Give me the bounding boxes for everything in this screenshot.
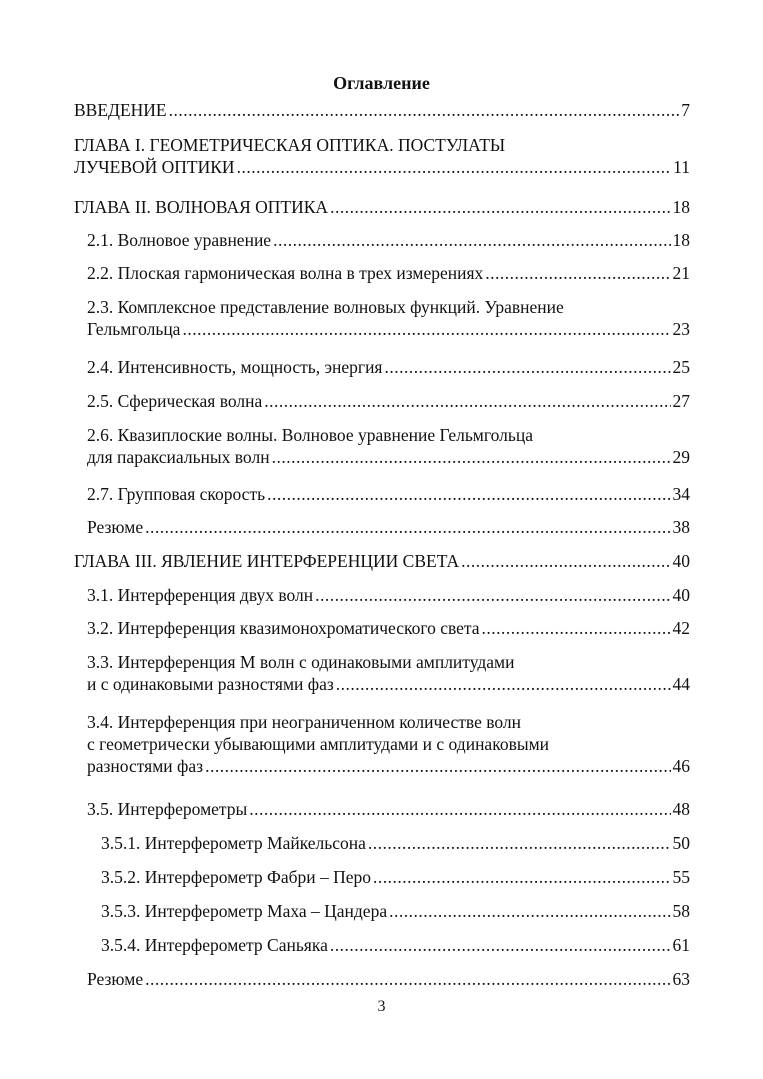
toc-entry-text: Резюме — [87, 969, 144, 989]
toc-entry-chapter-3[interactable] — [74, 550, 690, 572]
toc-entry-line: 2.6. Квазиплоские волны. Волновое уравнение Гельмгольца — [87, 425, 533, 445]
toc-entry-text: Резюме — [87, 517, 144, 537]
toc-entry-3-5-2[interactable] — [101, 866, 690, 888]
toc-entry-text: 3.5.4. Интерферометр Саньяка — [101, 935, 328, 955]
toc-entry-2-2[interactable] — [87, 262, 690, 284]
leader-dots — [264, 390, 670, 412]
toc-entry-text: ГЛАВА III. ЯВЛЕНИЕ ИНТЕРФЕРЕНЦИИ СВЕТА — [74, 551, 460, 571]
toc-entry-3-3[interactable] — [87, 651, 690, 695]
leader-dots — [169, 99, 680, 121]
leader-dots — [373, 866, 670, 888]
toc-page-number: 34 — [672, 484, 690, 504]
toc-entry-line: с геометрически убывающими амплитудами и с одинаковыми — [87, 734, 550, 754]
toc-entry-text: 3.1. Интерференция двух волн — [87, 585, 314, 605]
toc-entry-chapter-1[interactable] — [74, 134, 690, 178]
toc-page-number: 63 — [672, 969, 690, 989]
leader-dots — [461, 550, 670, 572]
toc-entry-text: Гельмгольца — [87, 319, 181, 339]
toc-entry-2-7[interactable] — [87, 483, 690, 505]
toc-page-number: 18 — [672, 197, 690, 217]
leader-dots — [336, 673, 671, 695]
leader-dots — [330, 934, 671, 956]
leader-dots — [145, 968, 670, 990]
leader-dots — [384, 356, 670, 378]
toc-entry-2-1[interactable] — [87, 229, 690, 251]
toc-title: Оглавление — [333, 73, 430, 93]
leader-dots — [482, 617, 671, 639]
toc-entry-2-6[interactable] — [87, 424, 690, 468]
leader-dots — [485, 262, 670, 284]
toc-page-number: 50 — [672, 833, 690, 853]
toc-entry-line: 2.3. Комплексное представление волновых функций. Уравнение — [87, 297, 564, 317]
toc-entry-line: ГЛАВА I. ГЕОМЕТРИЧЕСКАЯ ОПТИКА. ПОСТУЛАТЫ — [74, 135, 506, 155]
toc-page-number: 40 — [672, 551, 690, 571]
leader-dots — [315, 584, 670, 606]
toc-entry-text: 3.5.3. Интерферометр Маха – Цандера — [101, 901, 388, 921]
toc-page-number: 29 — [672, 447, 690, 467]
toc-entry-text: ВВЕДЕНИЕ — [74, 100, 167, 120]
toc-entry-text: 2.4. Интенсивность, мощность, энергия — [87, 357, 383, 377]
leader-dots — [249, 798, 670, 820]
leader-dots — [330, 196, 670, 218]
toc-entry-3-2[interactable] — [87, 617, 690, 639]
toc-entry-3-1[interactable] — [87, 584, 690, 606]
leader-dots — [273, 229, 670, 251]
toc-entry-2-4[interactable] — [87, 356, 690, 378]
leader-dots — [145, 516, 670, 538]
toc-page-number: 55 — [672, 867, 690, 887]
toc-page-number: 11 — [673, 157, 690, 177]
toc-page-number: 58 — [672, 901, 690, 921]
toc-entry-text: 2.1. Волновое уравнение — [87, 230, 272, 250]
toc-entry-text: для параксиальных волн — [87, 447, 270, 467]
toc-entry-chapter-2[interactable] — [74, 196, 690, 218]
toc-entry-text: 2.2. Плоская гармоническая волна в трех измерениях — [87, 263, 484, 283]
leader-dots — [368, 832, 671, 854]
toc-entry-text: разностями фаз — [87, 756, 204, 776]
toc-entry-text: и с одинаковыми разностями фаз — [87, 674, 334, 694]
toc-entry-introduction[interactable] — [74, 99, 690, 121]
toc-entry-3-4[interactable] — [87, 711, 690, 777]
toc-entry-3-5-3[interactable] — [101, 900, 690, 922]
toc-page-number: 40 — [672, 585, 690, 605]
toc-page-number: 27 — [672, 391, 690, 411]
leader-dots — [182, 318, 670, 340]
toc-entry-2-5[interactable] — [87, 390, 690, 412]
toc-entry-3-5-4[interactable] — [101, 934, 690, 956]
toc-page-number: 7 — [681, 100, 690, 120]
toc-page-number: 46 — [672, 756, 690, 776]
toc-entry-text: ГЛАВА II. ВОЛНОВАЯ ОПТИКА — [74, 197, 329, 217]
toc-page-number: 48 — [672, 799, 690, 819]
toc-entry-line: 3.4. Интерференция при неограниченном количестве волн — [87, 712, 521, 732]
toc-page-number: 21 — [672, 263, 690, 283]
toc-entry-text: 3.5.2. Интерферометр Фабри – Перо — [101, 867, 372, 887]
page-number: 3 — [377, 998, 386, 1015]
toc-page-number: 23 — [672, 319, 690, 339]
toc-entry-text: 3.2. Интерференция квазимонохроматического света — [87, 618, 480, 638]
toc-entry-3-5[interactable] — [87, 798, 690, 820]
toc-page-number: 61 — [672, 935, 690, 955]
toc-entry-summary-2[interactable] — [87, 516, 690, 538]
toc-entry-2-3[interactable] — [87, 296, 690, 340]
toc-entry-text: 3.5. Интерферометры — [87, 799, 248, 819]
toc-entry-text: 2.7. Групповая скорость — [87, 484, 266, 504]
toc-entry-line: 3.3. Интерференция M волн с одинаковыми амплитудами — [87, 652, 515, 672]
toc-entry-text: 3.5.1. Интерферометр Майкельсона — [101, 833, 366, 853]
toc-page-number: 44 — [672, 674, 690, 694]
toc-page-number: 42 — [672, 618, 690, 638]
toc-page-number: 25 — [672, 357, 690, 377]
leader-dots — [267, 483, 670, 505]
toc-entry-text: 2.5. Сферическая волна — [87, 391, 263, 411]
toc-page-number: 18 — [672, 230, 690, 250]
leader-dots — [205, 755, 670, 777]
toc-page-number: 38 — [672, 517, 690, 537]
toc-entry-3-5-1[interactable] — [101, 832, 690, 854]
toc-entry-text: ЛУЧЕВОЙ ОПТИКИ — [74, 157, 235, 177]
leader-dots — [272, 446, 671, 468]
toc-entry-summary-3[interactable] — [87, 968, 690, 990]
leader-dots — [237, 156, 672, 178]
leader-dots — [389, 900, 670, 922]
